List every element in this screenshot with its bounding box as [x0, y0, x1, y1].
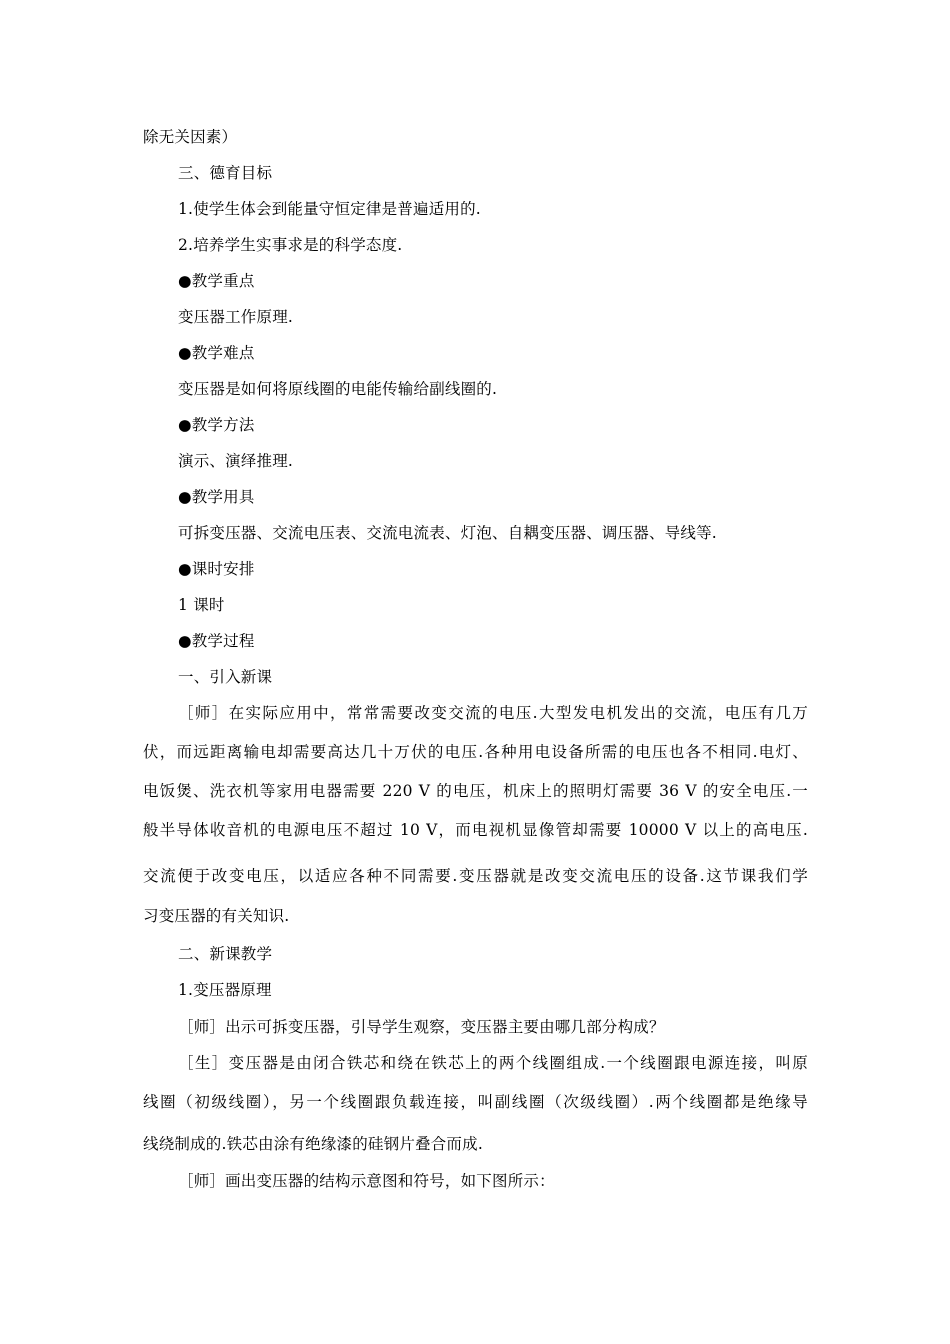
bullet-heading: ●课时安排	[178, 560, 255, 578]
paragraph-line: ［师］在实际应用中，常常需要改变交流的电压.大型发电机发出的交流，电压有几万	[178, 704, 808, 722]
paragraph-line: 线绕制成的.铁芯由涂有绝缘漆的硅钢片叠合而成.	[143, 1135, 483, 1153]
section-heading: 三、德育目标	[178, 164, 273, 182]
paragraph-line: 般半导体收音机的电源电压不超过 10 V，而电视机显像管却需要 10000 V 以上的高电压.	[143, 821, 808, 839]
bullet-heading: ●教学方法	[178, 416, 255, 434]
paragraph-line: 交流便于改变电压，以适应各种不同需要.变压器就是改变交流电压的设备.这节课我们学	[143, 867, 808, 885]
bullet-heading: ●教学难点	[178, 344, 255, 362]
subsection-heading: 1.变压器原理	[178, 981, 272, 999]
paragraph-line: 线圈（初级线圈），另一个线圈跟负载连接，叫副线圈（次级线圈）.两个线圈都是绝缘导	[143, 1093, 808, 1111]
text-line: 1 课时	[178, 596, 225, 614]
text-line: 变压器是如何将原线圈的电能传输给副线圈的.	[178, 380, 498, 398]
paragraph-line: ［师］出示可拆变压器，引导学生观察，变压器主要由哪几部分构成？	[178, 1018, 665, 1036]
bullet-heading: ●教学重点	[178, 272, 255, 290]
paragraph-line: 电饭煲、洗衣机等家用电器需要 220 V 的电压，机床上的照明灯需要 36 V 的安全电压.一	[143, 782, 808, 800]
text-line: 演示、演绎推理.	[178, 452, 294, 470]
section-heading: 一、引入新课	[178, 668, 273, 686]
text-line: 2.培养学生实事求是的科学态度.	[178, 236, 403, 254]
text-line: 1.使学生体会到能量守恒定律是普遍适用的.	[178, 200, 481, 218]
paragraph-line: ［生］变压器是由闭合铁芯和绕在铁芯上的两个线圈组成.一个线圈跟电源连接，叫原	[178, 1054, 808, 1072]
text-line: 除无关因素）	[143, 128, 238, 146]
bullet-heading: ●教学用具	[178, 488, 255, 506]
bullet-heading: ●教学过程	[178, 632, 255, 650]
paragraph-line: ［师］画出变压器的结构示意图和符号，如下图所示：	[178, 1172, 555, 1190]
paragraph-line: 伏，而远距离输电却需要高达几十万伏的电压.各种用电设备所需的电压也各不相同.电灯、	[143, 743, 808, 761]
paragraph-line: 习变压器的有关知识.	[143, 907, 290, 925]
text-line: 可拆变压器、交流电压表、交流电流表、灯泡、自耦变压器、调压器、导线等.	[178, 524, 717, 542]
text-line: 变压器工作原理.	[178, 308, 294, 326]
section-heading: 二、新课教学	[178, 945, 273, 963]
